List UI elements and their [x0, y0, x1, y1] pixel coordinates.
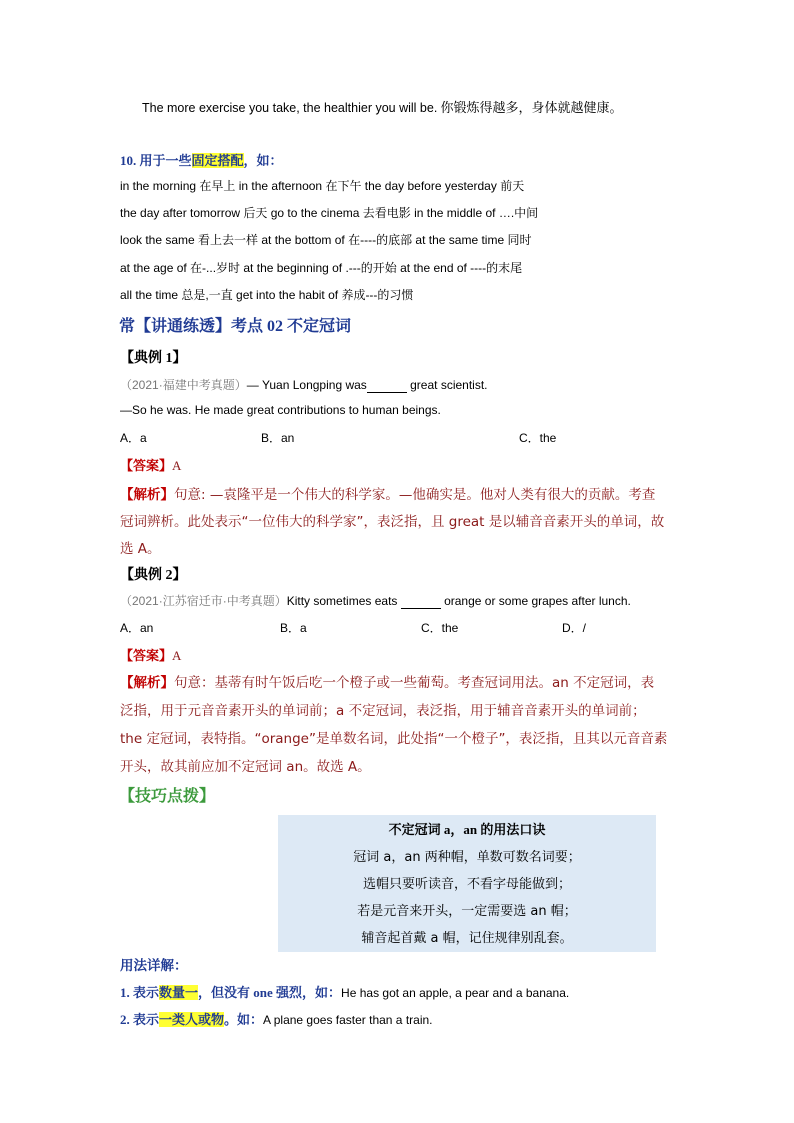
- phrase-line: the day after tomorrow 后天 go to the cinema 去看电影 in the middle of ….中间: [120, 206, 539, 220]
- usage-item-2-mid: 。如：: [224, 1012, 264, 1027]
- tips-heading: 【技巧点拨】: [119, 788, 216, 805]
- example-1-source: （2021·福建中考真题）: [120, 378, 247, 392]
- usage-item-2: [120, 1009, 433, 1028]
- example-1-option-c: C．the: [519, 431, 557, 445]
- rule-10-highlight: 固定搭配: [191, 153, 244, 168]
- example-1-question-a: — Yuan Longping was: [246, 378, 367, 392]
- example-sentence: [142, 97, 623, 116]
- analysis-line: 选 A。: [120, 541, 161, 557]
- answer-blank: [367, 378, 407, 393]
- example-sentence-cn: 你锻炼得越多，身体就越健康。: [440, 101, 623, 116]
- tip-box-line: 选帽只要听读音，不看字母能做到；: [362, 877, 571, 892]
- example-2-option-c: C．the: [421, 621, 459, 635]
- tip-box-title: 不定冠词 a，an 的用法口诀: [388, 822, 546, 837]
- section-heading: 常【讲通练透】考点 02 不定冠词: [119, 318, 352, 335]
- example-2-question: [120, 592, 631, 609]
- example-2-option-a: A．an: [120, 621, 154, 635]
- example-1-label: 【典例 1】: [120, 351, 187, 366]
- phrase-line: look the same 看上去一样 at the bottom of 在----的底部 at the same time 同时: [120, 233, 532, 247]
- example-2-option-b: B．a: [280, 621, 307, 635]
- example-1-analysis: [120, 481, 664, 563]
- answer-label: 【答案】: [120, 648, 173, 663]
- analysis-line: 冠词辨析。此处表示“一位伟大的科学家”，表泛指，且 great 是以辅音音素开头的单词，故: [120, 514, 665, 530]
- rule-10-suffix: ，如：: [243, 153, 283, 168]
- rule-10-heading: [120, 150, 283, 169]
- phrase-line: at the age of 在-...岁时 at the beginning of .---的开始 at the end of ----的末尾: [120, 261, 523, 275]
- example-2-option-d: D．/: [562, 621, 587, 635]
- tip-box: [278, 815, 656, 952]
- tip-box-line: 若是元音来开头，一定需要选 an 帽；: [357, 904, 577, 919]
- example-1-option-a: A．a: [120, 431, 147, 445]
- analysis-label: 【解析】: [120, 675, 174, 690]
- example-2-question-a: Kitty sometimes eats: [286, 594, 398, 608]
- example-1-option-b: B．an: [261, 431, 295, 445]
- phrase-line: in the morning 在早上 in the afternoon 在下午 the day before yesterday 前天: [120, 179, 525, 193]
- answer-value: A: [172, 458, 182, 473]
- usage-item-1-highlight: 数量一: [159, 985, 199, 1000]
- example-2-label: 【典例 2】: [120, 568, 187, 583]
- usage-item-2-highlight: 一类人或物: [159, 1012, 225, 1027]
- analysis-label: 【解析】: [120, 487, 174, 502]
- example-2-analysis: [120, 669, 667, 781]
- tip-box-line: 辅音起首戴 a 帽，记住规律别乱套。: [361, 931, 573, 946]
- tip-box-line: 冠词 a，an 两种帽，单数可数名词要；: [353, 850, 581, 865]
- example-1-question: [120, 376, 488, 393]
- usage-item-1-prefix: 1. 表示: [120, 985, 160, 1000]
- example-1-answer: [120, 455, 181, 474]
- usage-heading: 用法详解：: [120, 958, 188, 973]
- example-1-question-b: great scientist.: [406, 378, 488, 392]
- example-1-question-2: —So he was. He made great contributions to human beings.: [120, 403, 441, 417]
- answer-blank: [401, 594, 441, 609]
- usage-item-1-example: He has got an apple, a pear and a banana.: [341, 986, 570, 1000]
- usage-item-2-example: A plane goes faster than a train.: [263, 1013, 433, 1027]
- usage-item-2-prefix: 2. 表示: [120, 1012, 160, 1027]
- usage-item-1-mid: ，但没有 one 强烈，如：: [198, 985, 342, 1000]
- analysis-line: 句意：基蒂有时午饭后吃一个橙子或一些葡萄。考查冠词用法。an 不定冠词，表: [174, 675, 655, 691]
- example-2-question-b: orange or some grapes after lunch.: [440, 594, 631, 608]
- analysis-line: 句意: —袁隆平是一个伟大的科学家。—他确实是。他对人类有很大的贡献。考查: [174, 487, 656, 503]
- answer-value: A: [172, 648, 182, 663]
- phrase-line: all the time 总是,一直 get into the habit of 养成---的习惯: [120, 288, 414, 302]
- rule-10-prefix: 10. 用于一些: [120, 153, 192, 168]
- analysis-line: 泛指，用于元音音素开头的单词前；a 不定冠词，表泛指，用于辅音音素开头的单词前；: [120, 703, 646, 719]
- example-sentence-en: The more exercise you take, the healthier you will be.: [142, 101, 438, 115]
- analysis-line: the 定冠词，表特指。“orange”是单数名词，此处指“一个橙子”，表泛指，且其以元音音素: [120, 731, 668, 747]
- usage-item-1: [120, 982, 569, 1001]
- answer-label: 【答案】: [120, 458, 173, 473]
- example-2-answer: [120, 645, 181, 664]
- example-2-source: （2021·江苏宿迁市·中考真题）: [120, 594, 287, 608]
- analysis-line: 开头，故其前应加不定冠词 an。故选 A。: [120, 759, 371, 775]
